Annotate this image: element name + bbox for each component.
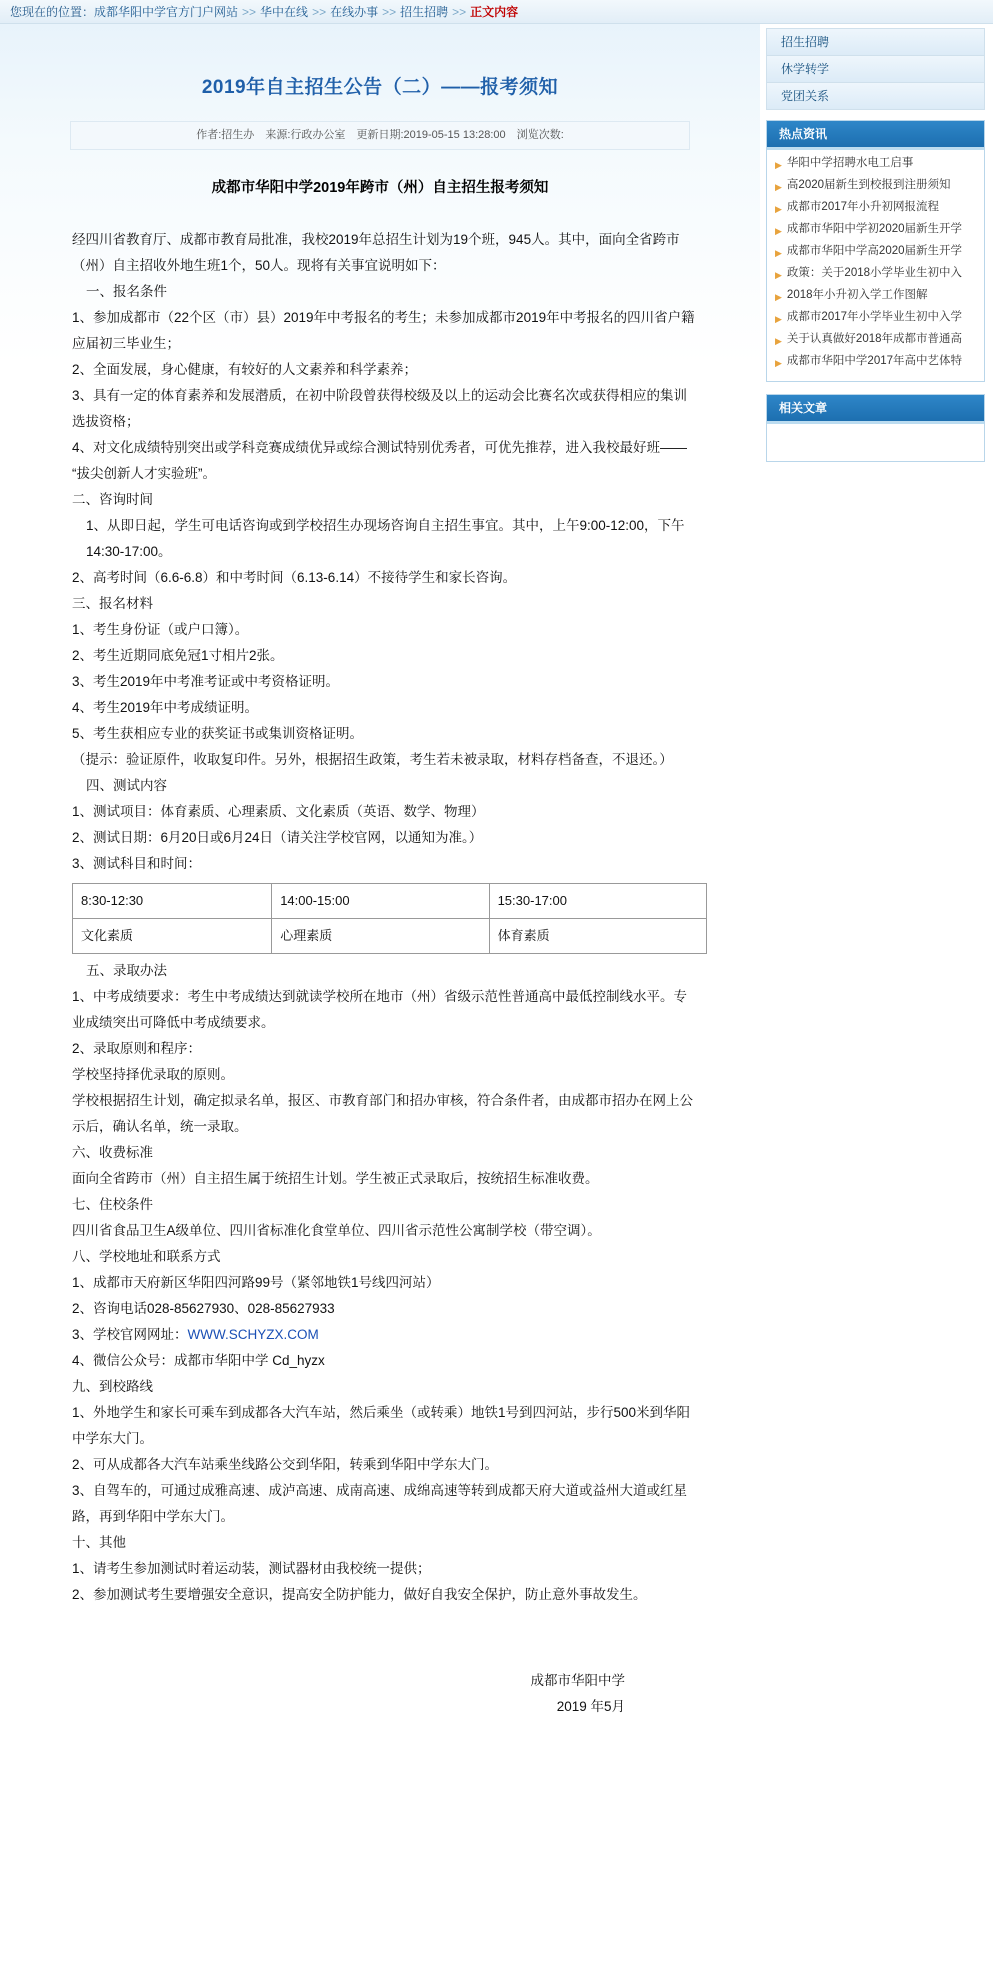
list-item[interactable] [773, 307, 978, 329]
paragraph: 3、测试科目和时间： [72, 856, 202, 872]
signature-block [0, 1608, 760, 1720]
article-body [0, 227, 760, 1608]
sidebar-item-party-relations[interactable]: 党团关系 [767, 83, 984, 110]
list-item-label: 华阳中学招聘水电工启事 [786, 157, 914, 169]
breadcrumb-item-3[interactable]: 招生招聘 [400, 5, 449, 19]
list-item[interactable] [773, 197, 978, 219]
arrow-icon: ▶ [775, 358, 782, 368]
sidebar-item-transfer[interactable]: 休学转学 [767, 56, 984, 83]
paragraph: 九、到校路线 [72, 1379, 153, 1395]
paragraph: 4、对文化成绩特别突出或学科竞赛成绩优异或综合测试特别优秀者，可优先推荐，进入我校最好班——“拔尖创新人才实验班”。 [72, 440, 688, 482]
paragraph: 2、高考时间（6.6-6.8）和中考时间（6.13-6.14）不接待学生和家长咨询。 [72, 570, 517, 586]
schedule-subject-2: 体育素质 [489, 919, 706, 954]
related-articles-title: 相关文章 [767, 395, 984, 421]
test-schedule-table [72, 883, 707, 954]
paragraph: 1、成都市天府新区华阳四河路99号（紧邻地铁1号线四河站） [72, 1275, 440, 1291]
list-item[interactable] [773, 175, 978, 197]
paragraph: 二、咨询时间 [72, 492, 153, 508]
schedule-time-0: 8:30-12:30 [73, 884, 272, 919]
paragraph: （提示：验证原件，收取复印件。另外，根据招生政策，考生若未被录取，材料存档备查，不退还。） [72, 752, 673, 768]
website-line [72, 1322, 700, 1348]
list-item[interactable] [773, 351, 978, 373]
paragraph: 四、测试内容 [86, 778, 167, 794]
breadcrumb-item-2[interactable]: 在线办事 [330, 5, 379, 19]
paragraph: 1、外地学生和家长可乘车到成都各大汽车站，然后乘坐（或转乘）地铁1号到四河站，步行500米到华阳中学东大门。 [72, 1405, 691, 1447]
signature-date: 2019 年5月 [556, 1699, 625, 1715]
paragraph: 1、从即日起，学生可电话咨询或到学校招生办现场咨询自主招生事宜。其中，上午9:00-12:00，下午14:30-17:00。 [86, 518, 685, 560]
breadcrumb-prefix: 您现在的位置： [10, 5, 95, 19]
arrow-icon: ▶ [775, 292, 782, 302]
arrow-icon: ▶ [775, 204, 782, 214]
list-item[interactable] [773, 285, 978, 307]
paragraph: 2、录取原则和程序： [72, 1041, 202, 1057]
sidebar-item-admissions[interactable]: 招生招聘 [767, 29, 984, 56]
page-layout [0, 24, 993, 1750]
paragraph: 七、住校条件 [72, 1197, 153, 1213]
paragraph: 2、可从成都各大汽车站乘坐线路公交到华阳，转乘到华阳中学东大门。 [72, 1457, 499, 1473]
paragraph: 5、考生获相应专业的获奖证书或集训资格证明。 [72, 726, 364, 742]
paragraph: 一、报名条件 [86, 284, 167, 300]
breadcrumb-separator: >> [242, 4, 257, 19]
breadcrumb-separator: >> [452, 4, 467, 19]
paragraph: 2、测试日期：6月20日或6月24日（请关注学校官网，以通知为准。） [72, 830, 483, 846]
list-item-label: 成都市2017年小学毕业生初中入学 [786, 311, 963, 323]
sidebar [760, 24, 993, 474]
schedule-subject-1: 心理素质 [272, 919, 489, 954]
list-item-label: 关于认真做好2018年成都市普通高 [786, 333, 963, 345]
article-column [0, 24, 760, 1750]
arrow-icon: ▶ [775, 160, 782, 170]
paragraph: 2、咨询电话028-85627930、028-85627933 [72, 1301, 335, 1317]
paragraph: 2、全面发展，身心健康，有较好的人文素养和科学素养； [72, 362, 418, 378]
paragraph: 四川省食品卫生A级单位、四川省标准化食堂单位、四川省示范性公寓制学校（带空调）。 [72, 1223, 601, 1239]
paragraph: 1、测试项目：体育素质、心理素质、文化素质（英语、数学、物理） [72, 804, 485, 820]
hot-news-list [767, 147, 984, 381]
paragraph: 五、录取办法 [86, 963, 167, 979]
breadcrumb [0, 0, 993, 24]
schedule-time-1: 14:00-15:00 [272, 884, 489, 919]
paragraph: 学校坚持择优录取的原则。 [72, 1067, 234, 1083]
arrow-icon: ▶ [775, 314, 782, 324]
article-subtitle: 成都市华阳中学2019年跨市（州）自主招生报考须知 [211, 180, 549, 197]
breadcrumb-separator: >> [312, 4, 327, 19]
paragraph: 面向全省跨市（州）自主招生属于统招生计划。学生被正式录取后，按统招生标准收费。 [72, 1171, 599, 1187]
list-item[interactable] [773, 153, 978, 175]
paragraph: 2、考生近期同底免冠1寸相片2张。 [72, 648, 284, 664]
article-views: 浏览次数: [516, 129, 564, 141]
paragraph: 4、微信公众号：成都市华阳中学 Cd_hyzx [72, 1353, 325, 1369]
paragraph: 三、报名材料 [72, 596, 153, 612]
paragraph: 六、收费标准 [72, 1145, 153, 1161]
paragraph: 1、参加成都市（22个区（市）县）2019年中考报名的考生；未参加成都市2019年中考报名的四川省户籍应届初三毕业生； [72, 310, 695, 352]
breadcrumb-current: 正文内容 [470, 5, 519, 19]
paragraph: 3、考生2019年中考准考证或中考资格证明。 [72, 674, 340, 690]
paragraph: 4、考生2019年中考成绩证明。 [72, 700, 259, 716]
list-item-label: 成都市华阳中学初2020届新生开学 [786, 223, 963, 235]
breadcrumb-item-0[interactable]: 成都华阳中学官方门户网站 [94, 5, 239, 19]
arrow-icon: ▶ [775, 270, 782, 280]
list-item[interactable] [773, 329, 978, 351]
article-meta [70, 121, 690, 150]
hot-news-panel [766, 120, 985, 382]
arrow-icon: ▶ [775, 182, 782, 192]
list-item-label: 2018年小升初入学工作图解 [786, 289, 928, 301]
list-item-label: 高2020届新生到校报到注册须知 [786, 179, 951, 191]
list-item[interactable] [773, 263, 978, 285]
table-row [73, 919, 707, 954]
paragraph: 1、考生身份证（或户口簿）。 [72, 622, 249, 638]
paragraph: 八、学校地址和联系方式 [72, 1249, 221, 1265]
article-source: 来源:行政办公室 [265, 129, 346, 141]
related-articles-list [767, 421, 984, 461]
table-row [73, 884, 707, 919]
paragraph: 3、自驾车的，可通过成雅高速、成泸高速、成南高速、成绵高速等转到成都天府大道或益州大道或红星路，再到华阳中学东大门。 [72, 1483, 688, 1525]
paragraph: 经四川省教育厅、成都市教育局批准，我校2019年总招生计划为19个班，945人。其中，面向全省跨市（州）自主招收外地生班1个，50人。现将有关事宜说明如下： [72, 232, 680, 274]
list-item[interactable] [773, 241, 978, 263]
paragraph: 1、请考生参加测试时着运动装，测试器材由我校统一提供； [72, 1561, 431, 1577]
schedule-subject-0: 文化素质 [73, 919, 272, 954]
schedule-time-2: 15:30-17:00 [489, 884, 706, 919]
list-item-label: 政策：关于2018小学毕业生初中入 [786, 267, 963, 279]
school-website-link[interactable]: WWW.SCHYZX.COM [187, 1327, 319, 1343]
breadcrumb-item-1[interactable]: 华中在线 [260, 5, 309, 19]
hot-news-title: 热点资讯 [767, 121, 984, 147]
page-title: 2019年自主招生公告（二）——报考须知 [201, 77, 559, 98]
arrow-icon: ▶ [775, 248, 782, 258]
breadcrumb-separator: >> [382, 4, 397, 19]
paragraph: 1、中考成绩要求：考生中考成绩达到就读学校所在地市（州）省级示范性普通高中最低控制线水平。专业成绩突出可降低中考成绩要求。 [72, 989, 688, 1031]
article-author: 作者:招生办 [196, 129, 255, 141]
paragraph: 3、具有一定的体育素养和发展潜质，在初中阶段曾获得校级及以上的运动会比赛名次或获得相应的集训选拔资格； [72, 388, 688, 430]
list-item-label: 成都市华阳中学2017年高中艺体特 [786, 355, 963, 367]
sidebar-tab-list [766, 28, 985, 110]
list-item-label: 成都市2017年小升初网报流程 [786, 201, 940, 213]
arrow-icon: ▶ [775, 226, 782, 236]
list-item[interactable] [773, 219, 978, 241]
website-label: 3、学校官网网址： [72, 1327, 188, 1343]
arrow-icon: ▶ [775, 336, 782, 346]
article-update: 更新日期:2019-05-15 13:28:00 [356, 129, 506, 141]
list-item-label: 成都市华阳中学高2020届新生开学 [786, 245, 963, 257]
signature-org: 成都市华阳中学 [530, 1673, 625, 1689]
paragraph: 2、参加测试考生要增强安全意识，提高安全防护能力，做好自我安全保护，防止意外事故发生。 [72, 1587, 647, 1603]
related-articles-panel [766, 394, 985, 462]
paragraph: 学校根据招生计划，确定拟录名单，报区、市教育部门和招办审核，符合条件者，由成都市招办在网上公示后，确认名单，统一录取。 [72, 1093, 693, 1135]
paragraph: 十、其他 [72, 1535, 126, 1551]
